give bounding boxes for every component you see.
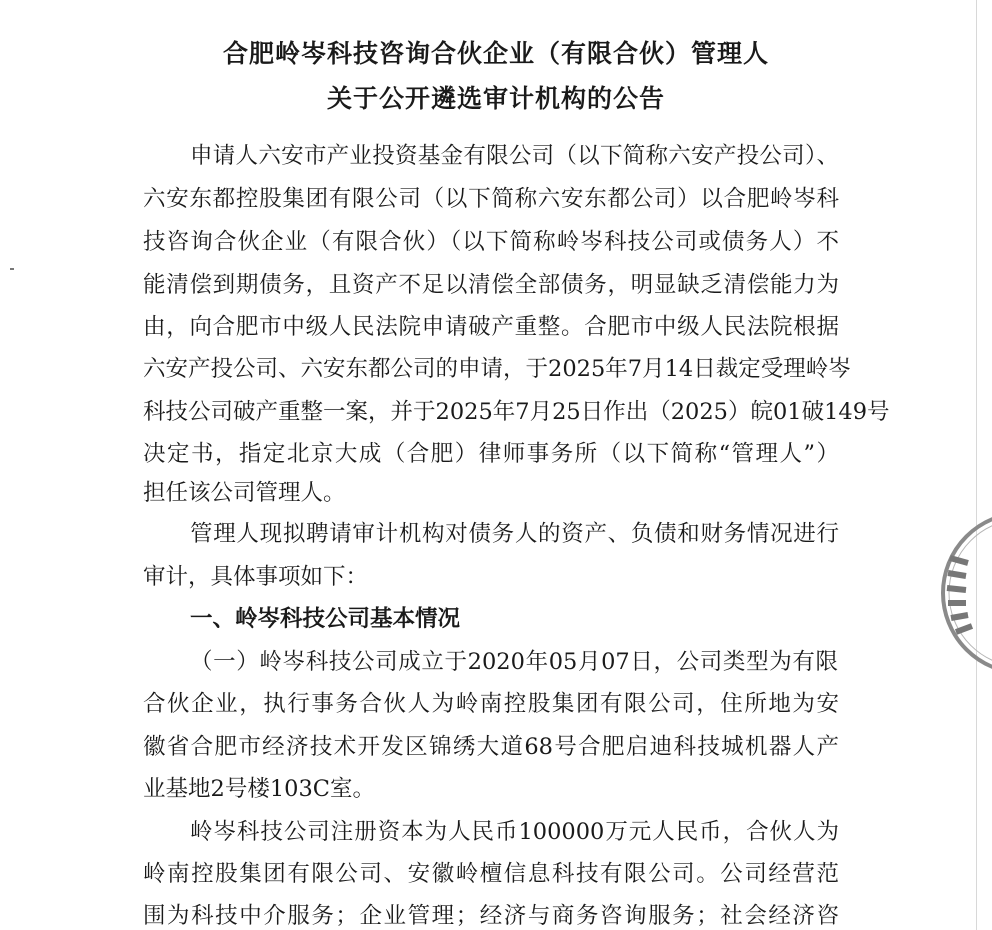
text-line: 六安东都控股集团有限公司（以下简称六安东都公司）以合肥岭岑科 xyxy=(143,186,839,212)
page-edge-divider xyxy=(976,0,977,930)
text-line: 审计，具体事项如下： xyxy=(143,564,369,590)
text-line: 业基地2号楼103C室。 xyxy=(143,776,375,802)
text-line: 担任该公司管理人。 xyxy=(143,480,346,506)
document-title-line-1: 合肥岭岑科技咨询合伙企业（有限合伙）管理人 xyxy=(222,39,769,68)
text-line: 岭岑科技公司注册资本为人民币100000万元人民币，合伙人为 xyxy=(190,819,839,845)
text-line: 徽省合肥市经济技术开发区锦绣大道68号合肥启迪科技城机器人产 xyxy=(143,734,839,760)
text-line: 能清偿到期债务，且资产不足以清偿全部债务，明显缺乏清偿能力为 xyxy=(143,272,839,298)
text-line: 技咨询合伙企业（有限合伙）（以下简称岭岑科技公司或债务人）不 xyxy=(143,229,839,255)
text-line: 六安产投公司、六安东都公司的申请，于2025年7月14日裁定受理岭岑 xyxy=(143,356,851,382)
text-line: （一）岭岑科技公司成立于2020年05月07日，公司类型为有限 xyxy=(190,649,838,675)
text-line: 合伙企业，执行事务合伙人为岭南控股集团有限公司，住所地为安 xyxy=(143,691,839,717)
court-seal-stamp xyxy=(938,508,992,678)
text-line: 由，向合肥市中级人民法院申请破产重整。合肥市中级人民法院根据 xyxy=(143,314,839,340)
text-line: 岭南控股集团有限公司、安徽岭檀信息科技有限公司。公司经营范 xyxy=(143,861,839,887)
scan-speck xyxy=(10,268,14,270)
section-heading: 一、岭岑科技公司基本情况 xyxy=(190,606,461,632)
text-line: 申请人六安市产业投资基金有限公司（以下简称六安产投公司）、 xyxy=(190,143,839,169)
text-line: 围为科技中介服务；企业管理；经济与商务咨询服务；社会经济咨 xyxy=(143,903,839,929)
text-line: 管理人现拟聘请审计机构对债务人的资产、负债和财务情况进行 xyxy=(190,521,839,547)
text-line: 科技公司破产重整一案，并于2025年7月25日作出（2025）皖01破149号 xyxy=(143,399,890,425)
text-line: 决定书，指定北京大成（合肥）律师事务所（以下简称“管理人”） xyxy=(143,441,839,467)
document-title-line-2: 关于公开遴选审计机构的公告 xyxy=(326,84,665,113)
